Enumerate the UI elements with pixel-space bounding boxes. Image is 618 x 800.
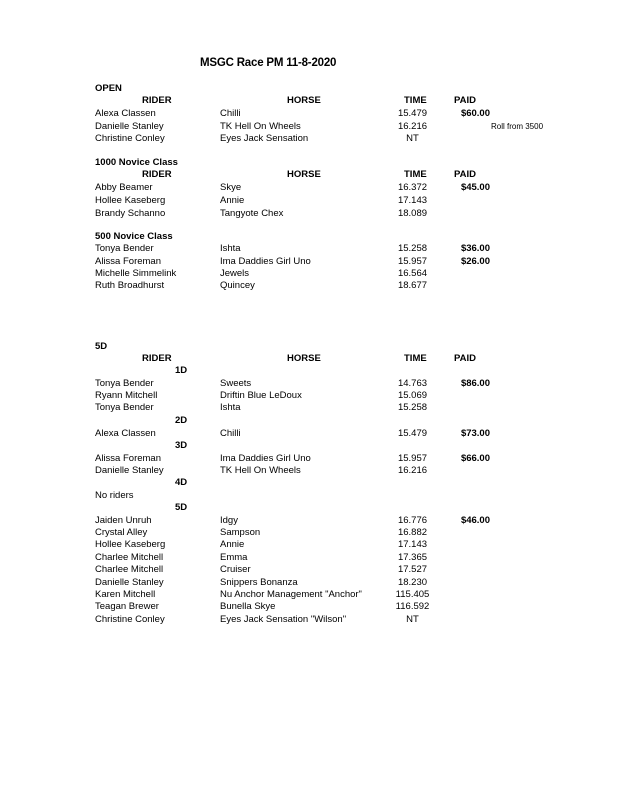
rider-name: Michelle Simmelink [95,268,177,279]
rider-name: Hollee Kaseberg [95,195,166,206]
horse-name: Skye [220,182,242,193]
time-header: TIME [404,353,427,364]
table-row [0,208,618,221]
rider-name: Jaiden Unruh [95,515,152,526]
rider-header: RIDER [142,95,172,106]
rider-name: Tonya Bender [95,402,154,413]
run-time: 18.230 [397,577,428,588]
run-time: 16.216 [397,465,428,476]
horse-name: Eyes Jack Sensation [220,133,309,144]
table-row [0,133,618,146]
horse-name: Ishta [220,402,241,413]
horse-name: Driftin Blue LeDoux [220,390,302,401]
rider-header: RIDER [142,169,172,180]
table-row [0,601,618,614]
run-time: 16.776 [397,515,428,526]
run-time: 15.957 [397,256,428,267]
run-time: 17.365 [397,552,428,563]
rider-name: Charlee Mitchell [95,552,164,563]
table-row [0,428,618,441]
run-time: 18.089 [397,208,428,219]
table-row [0,243,618,256]
rider-name: Ruth Broadhurst [95,280,165,291]
horse-name: TK Hell On Wheels [220,121,301,132]
horse-name: TK Hell On Wheels [220,465,301,476]
section-5d-title: 5D [95,341,108,352]
rider-name: Alissa Foreman [95,256,161,267]
run-time: 115.405 [395,589,430,600]
run-time: 15.258 [397,402,428,413]
section-open-title: OPEN [95,83,122,94]
table-row [0,108,618,121]
run-time: 14.763 [397,378,428,389]
rider-name: Hollee Kaseberg [95,539,166,550]
table-row [0,564,618,577]
rider-name: Alexa Classen [95,108,156,119]
division-4d-label: 4D [175,477,188,488]
run-time: 17.527 [397,564,428,575]
horse-name: Snippers Bonanza [220,577,298,588]
run-time: 16.564 [397,268,428,279]
rider-name: Teagan Brewer [95,601,159,612]
horse-name: Ima Daddies Girl Uno [220,453,311,464]
division-3d-label: 3D [175,440,188,451]
rider-name: Karen Mitchell [95,589,156,600]
run-time: 15.479 [397,428,428,439]
run-time: 15.069 [397,390,428,401]
run-time: 15.258 [397,243,428,254]
rider-name: Danielle Stanley [95,465,164,476]
horse-name: Nu Anchor Management "Anchor" [220,589,362,600]
run-time: 16.372 [397,182,428,193]
paid-header: PAID [454,169,476,180]
division-1d-label: 1D [175,365,188,376]
rider-name: Abby Beamer [95,182,153,193]
run-time: 17.143 [397,539,428,550]
table-row [0,402,618,415]
horse-name: Eyes Jack Sensation "Wilson" [220,614,347,625]
rider-name: Christine Conley [95,614,165,625]
table-row [0,280,618,293]
horse-name: Jewels [220,268,250,279]
run-time: NT [406,133,419,144]
horse-name: Cruiser [220,564,251,575]
page-title: MSGC Race PM 11-8-2020 [200,57,337,69]
rider-name: Alissa Foreman [95,453,161,464]
horse-header: HORSE [287,353,321,364]
payout: $46.00 [460,515,490,526]
horse-name: Quincey [220,280,255,291]
horse-header: HORSE [287,169,321,180]
payout: $26.00 [460,256,490,267]
horse-name: Emma [220,552,248,563]
payout: $73.00 [460,428,490,439]
run-time: 15.957 [397,453,428,464]
rider-name: Christine Conley [95,133,165,144]
roll-note: Roll from 3500 [491,122,544,131]
paid-header: PAID [454,95,476,106]
division-5d-label: 5D [175,502,188,513]
horse-name: Tangyote Chex [220,208,284,219]
horse-name: Ima Daddies Girl Uno [220,256,311,267]
run-time: 16.216 [397,121,428,132]
payout: $45.00 [460,182,490,193]
table-row [0,182,618,195]
rider-name: Tonya Bender [95,378,154,389]
payout: $86.00 [460,378,490,389]
table-row [0,614,618,627]
paid-header: PAID [454,353,476,364]
run-time: 17.143 [397,195,428,206]
rider-name: Danielle Stanley [95,121,164,132]
table-row [0,465,618,478]
payout: $66.00 [460,453,490,464]
table-row [0,539,618,552]
horse-name: Ishta [220,243,241,254]
horse-name: Annie [220,195,245,206]
horse-name: Chilli [220,428,241,439]
payout: $60.00 [460,108,490,119]
rider-name: Ryann Mitchell [95,390,158,401]
rider-header: RIDER [142,353,172,364]
run-time: NT [406,614,419,625]
time-header: TIME [404,169,427,180]
rider-name: Tonya Bender [95,243,154,254]
time-header: TIME [404,95,427,106]
section-500-novice-title: 500 Novice Class [95,231,173,242]
run-time: 116.592 [395,601,430,612]
run-time: 15.479 [397,108,428,119]
run-time: 16.882 [397,527,428,538]
horse-name: Chilli [220,108,241,119]
section-1000-novice-title: 1000 Novice Class [95,157,178,168]
rider-name: Charlee Mitchell [95,564,164,575]
horse-name: Bunella Skye [220,601,276,612]
horse-name: Sampson [220,527,261,538]
run-time: 18.677 [397,280,428,291]
rider-name: Brandy Schanno [95,208,166,219]
horse-name: Sweets [220,378,252,389]
no-riders-note: No riders [95,490,134,501]
horse-name: Annie [220,539,245,550]
horse-name: Idgy [220,515,238,526]
rider-name: Alexa Classen [95,428,156,439]
rider-name: Crystal Alley [95,527,148,538]
payout: $36.00 [460,243,490,254]
table-row [0,195,618,208]
division-2d-label: 2D [175,415,188,426]
rider-name: Danielle Stanley [95,577,164,588]
horse-header: HORSE [287,95,321,106]
